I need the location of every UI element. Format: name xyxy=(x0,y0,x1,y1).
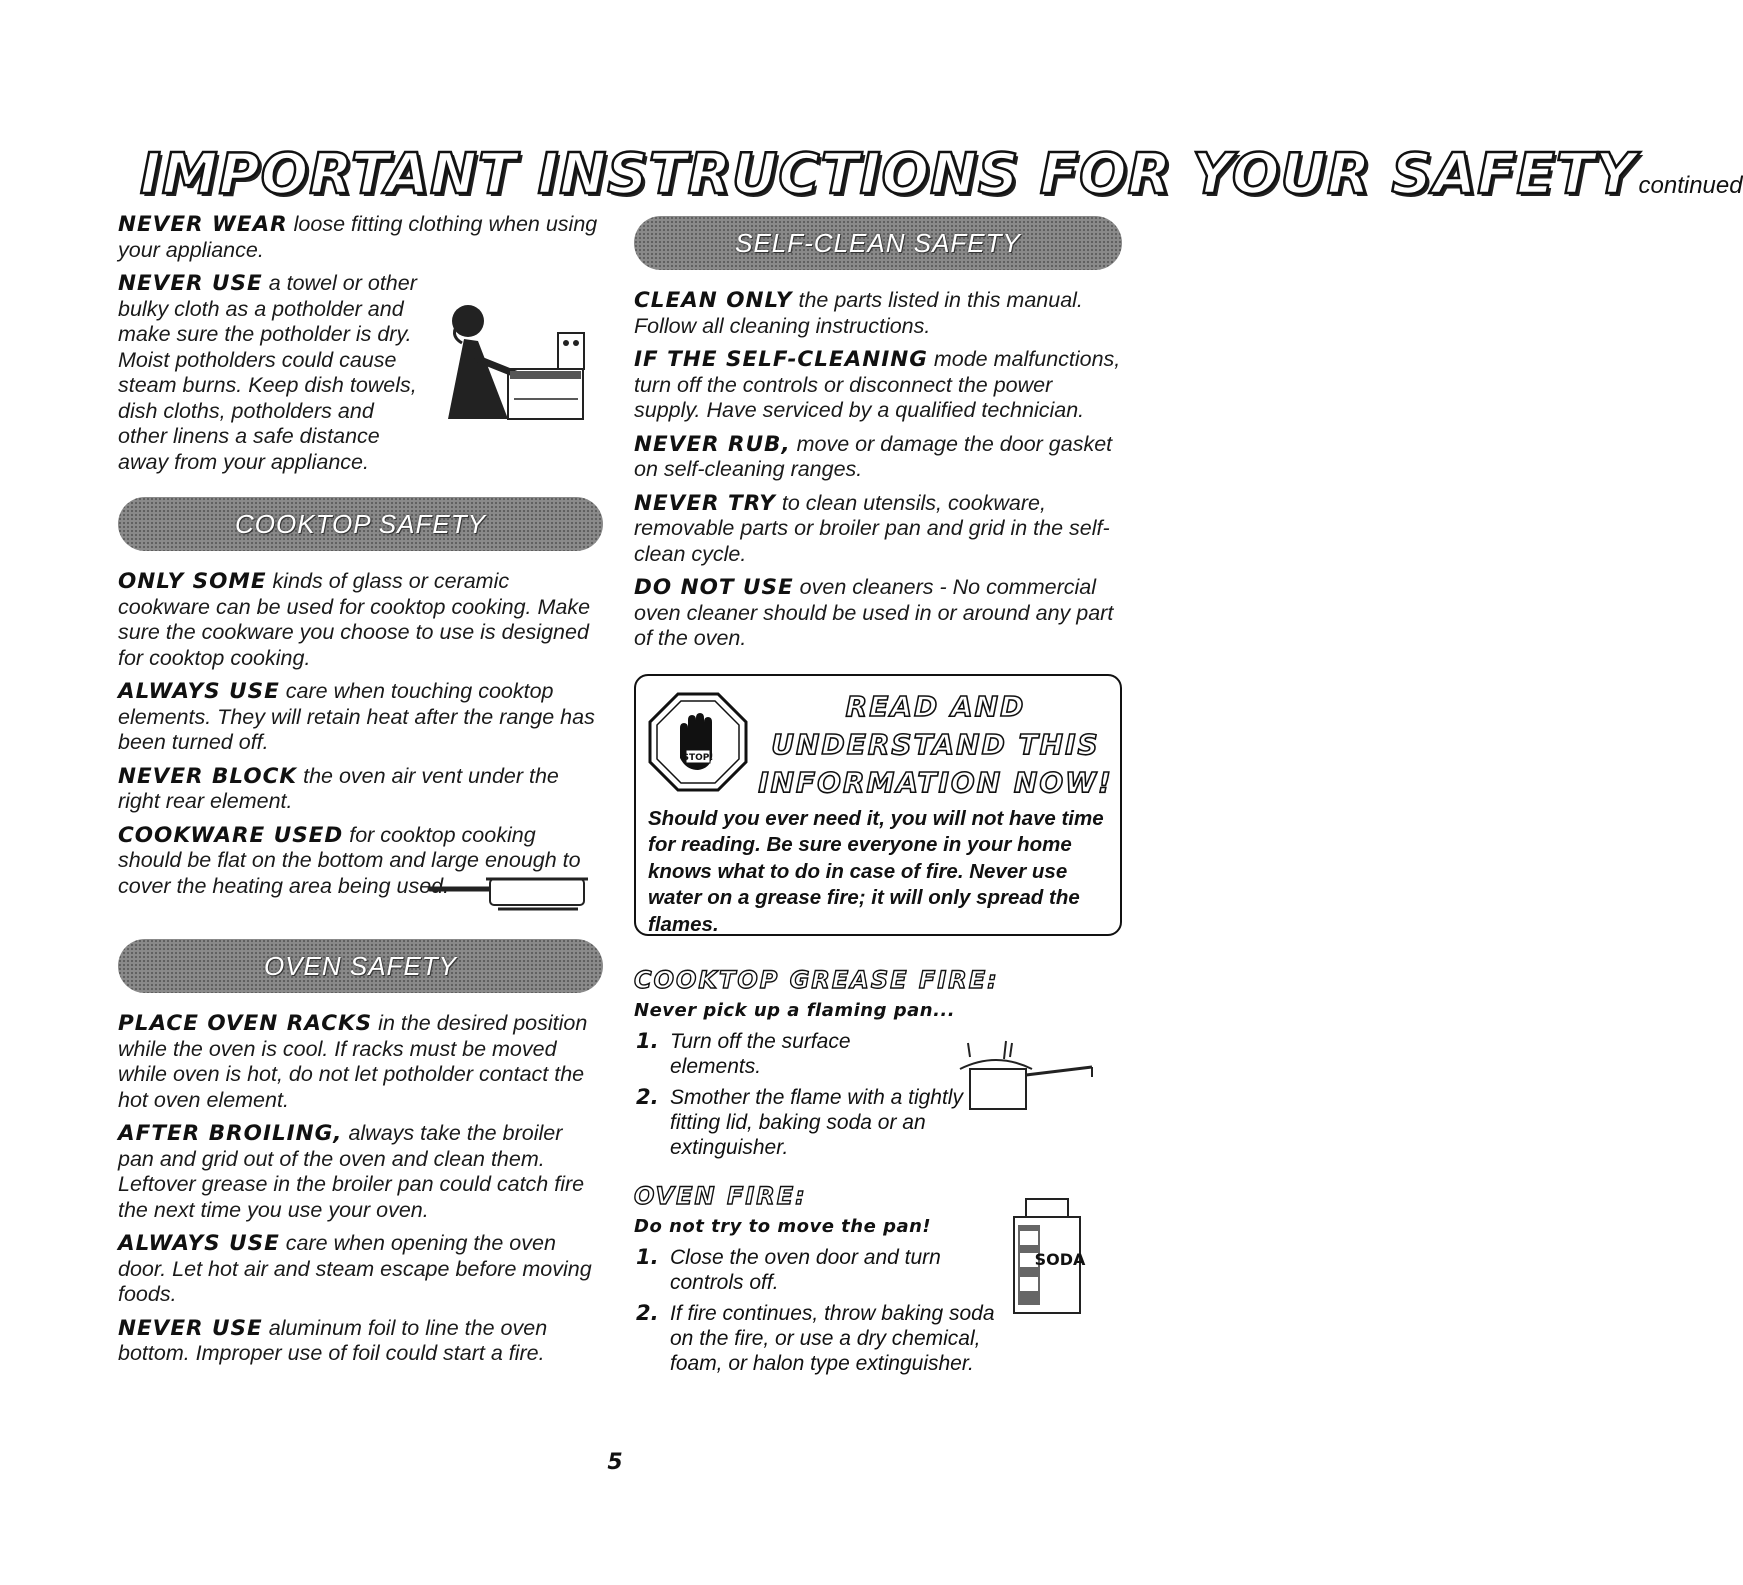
safety-text: to clean utensils, cookware, removable parts or broiler pan and grid in the self-clean cycle. xyxy=(634,490,1110,566)
cooktop-safety-banner xyxy=(118,497,603,551)
safety-keyword: NEVER WEAR xyxy=(118,212,288,237)
baking-soda-box-illustration xyxy=(1010,1197,1090,1317)
step-item xyxy=(634,1029,930,1079)
safety-text: move or damage the door gasket on self-cleaning ranges. xyxy=(634,431,1113,481)
safety-item xyxy=(118,1121,603,1223)
step-number: 1. xyxy=(636,1028,659,1053)
lidded-pan-illustration xyxy=(956,1039,1096,1119)
right-column xyxy=(634,212,1122,1382)
safety-keyword: NEVER USE xyxy=(118,271,263,296)
safety-keyword: ONLY SOME xyxy=(118,569,267,594)
safety-keyword: COOKWARE USED xyxy=(118,822,344,848)
safety-item xyxy=(634,432,1122,483)
safety-keyword: NEVER TRY xyxy=(634,490,776,516)
safety-keyword: DO NOT USE xyxy=(634,575,794,600)
safety-item xyxy=(118,212,603,263)
flat-pan-illustration xyxy=(430,875,590,915)
warning-title-line: INFORMATION NOW! xyxy=(758,765,1113,799)
warning-title-line: UNDERSTAND THIS xyxy=(771,727,1100,761)
oven-fire-lead: Do not try to move the pan! xyxy=(634,1215,932,1237)
warning-title xyxy=(758,688,1113,802)
safety-item xyxy=(118,679,603,756)
safety-item xyxy=(634,575,1122,652)
safety-item xyxy=(634,347,1122,424)
step-text: Smother the flame with a tightly fitting lid, baking soda or an extinguisher. xyxy=(670,1085,963,1159)
step-text: Close the oven door and turn controls off. xyxy=(670,1245,941,1294)
safety-keyword: NEVER RUB, xyxy=(634,431,791,457)
safety-text: always take the broiler pan and grid out of the oven and clean them. Leftover grease in the broiler pan could catch fire the next time you use your oven. xyxy=(118,1121,585,1222)
warning-body: Should you ever need it, you will not have time for reading. Be sure everyone in your home knows what to do in case of fire. Never use water on a grease fire; it will only spread the flames. xyxy=(648,806,1104,936)
oven-safety-banner xyxy=(118,939,603,993)
stop-sign-label: STOP! xyxy=(682,752,714,763)
step-text: Turn off the surface elements. xyxy=(670,1029,851,1078)
left-column xyxy=(118,212,603,1375)
safety-keyword: AFTER BROILING, xyxy=(118,1121,343,1146)
cookware-section xyxy=(118,823,603,900)
stop-hand-icon xyxy=(648,692,748,792)
safety-item xyxy=(118,1011,603,1113)
cooktop-grease-fire-heading: COOKTOP GREASE FIRE: xyxy=(634,965,999,994)
safety-text: kinds of glass or ceramic cookware can be used for cooktop cooking. Make sure the cookware you choose to use is designed for cooktop cooking. xyxy=(118,569,591,670)
step-item xyxy=(634,1245,1000,1295)
safety-keyword: ALWAYS USE xyxy=(118,679,280,704)
safety-keyword: PLACE OVEN RACKS xyxy=(118,1011,373,1036)
step-text: If fire continues, throw baking soda on the fire, or use a dry chemical, foam, or halon type extinguisher. xyxy=(670,1301,995,1375)
safety-text: the oven air vent under the right rear element. xyxy=(118,763,559,813)
cooktop-fire-steps xyxy=(634,1029,1122,1160)
self-clean-safety-banner xyxy=(634,216,1122,270)
safety-item xyxy=(118,1231,603,1308)
banner-label: COOKTOP SAFETY xyxy=(235,509,486,539)
step-number: 2. xyxy=(636,1300,659,1325)
step-number: 1. xyxy=(636,1244,659,1269)
safety-item xyxy=(118,1316,603,1367)
page-number: 5 xyxy=(607,1450,623,1475)
banner-label: OVEN SAFETY xyxy=(263,951,458,981)
warning-title-line: READ AND xyxy=(845,689,1026,723)
page-title xyxy=(140,140,1743,210)
safety-text: care when opening the oven door. Let hot air and steam escape before moving foods. xyxy=(118,1231,592,1306)
safety-text: oven cleaners - No commercial oven cleaner should be used in or around any part of the oven. xyxy=(634,575,1114,650)
banner-label: SELF-CLEAN SAFETY xyxy=(735,228,1021,258)
safety-keyword: NEVER BLOCK xyxy=(118,763,298,789)
step-item xyxy=(634,1301,1020,1376)
safety-keyword: ALWAYS USE xyxy=(118,1231,280,1256)
safety-item xyxy=(118,764,603,815)
safety-text: mode malfunctions, turn off the controls or disconnect the power supply. Have serviced by a qualified technician. xyxy=(634,347,1121,422)
safety-item xyxy=(634,288,1122,339)
safety-text: loose fitting clothing when using your appliance. xyxy=(118,212,598,262)
safety-text: aluminum foil to line the oven bottom. Improper use of foil could start a fire. xyxy=(118,1315,548,1365)
safety-text: care when touching cooktop elements. They will retain heat after the range has been turned off. xyxy=(118,679,595,754)
page-title-continued: continued xyxy=(1638,172,1743,199)
soda-label: SODA xyxy=(1034,1249,1086,1269)
oven-fire-heading: OVEN FIRE: xyxy=(634,1181,807,1210)
cooktop-grease-fire-lead: Never pick up a flaming pan... xyxy=(634,999,956,1021)
safety-text: the parts listed in this manual. Follow all cleaning instructions. xyxy=(634,288,1083,338)
safety-text: a towel or other bulky cloth as a potholder and make sure the potholder is dry. Moist potholders could cause steam burns. Keep dish towels, dish cloths, potholders and other linens a safe distance away from your appliance. xyxy=(118,271,417,474)
warning-header xyxy=(648,686,1113,802)
safety-keyword: NEVER USE xyxy=(118,1315,263,1341)
safety-text: for cooktop cooking should be flat on the bottom and large enough to cover the heating area being used. xyxy=(118,822,581,898)
oven-fire-steps xyxy=(634,1245,1122,1376)
safety-item xyxy=(118,271,418,475)
step-item xyxy=(634,1085,980,1160)
page-title-main: IMPORTANT INSTRUCTIONS FOR YOUR SAFETY xyxy=(140,142,1637,207)
safety-text: in the desired position while the oven is cool. If racks must be moved while oven is hot, do not let potholder contact the hot oven element. xyxy=(118,1011,588,1112)
safety-item xyxy=(634,491,1122,568)
cook-at-stove-illustration xyxy=(438,299,588,429)
safety-keyword: IF THE SELF-CLEANING xyxy=(634,347,928,372)
fire-warning-box xyxy=(634,674,1122,936)
safety-item xyxy=(118,569,603,671)
safety-keyword: CLEAN ONLY xyxy=(634,288,793,313)
step-number: 2. xyxy=(636,1084,659,1109)
towel-section xyxy=(118,271,603,475)
